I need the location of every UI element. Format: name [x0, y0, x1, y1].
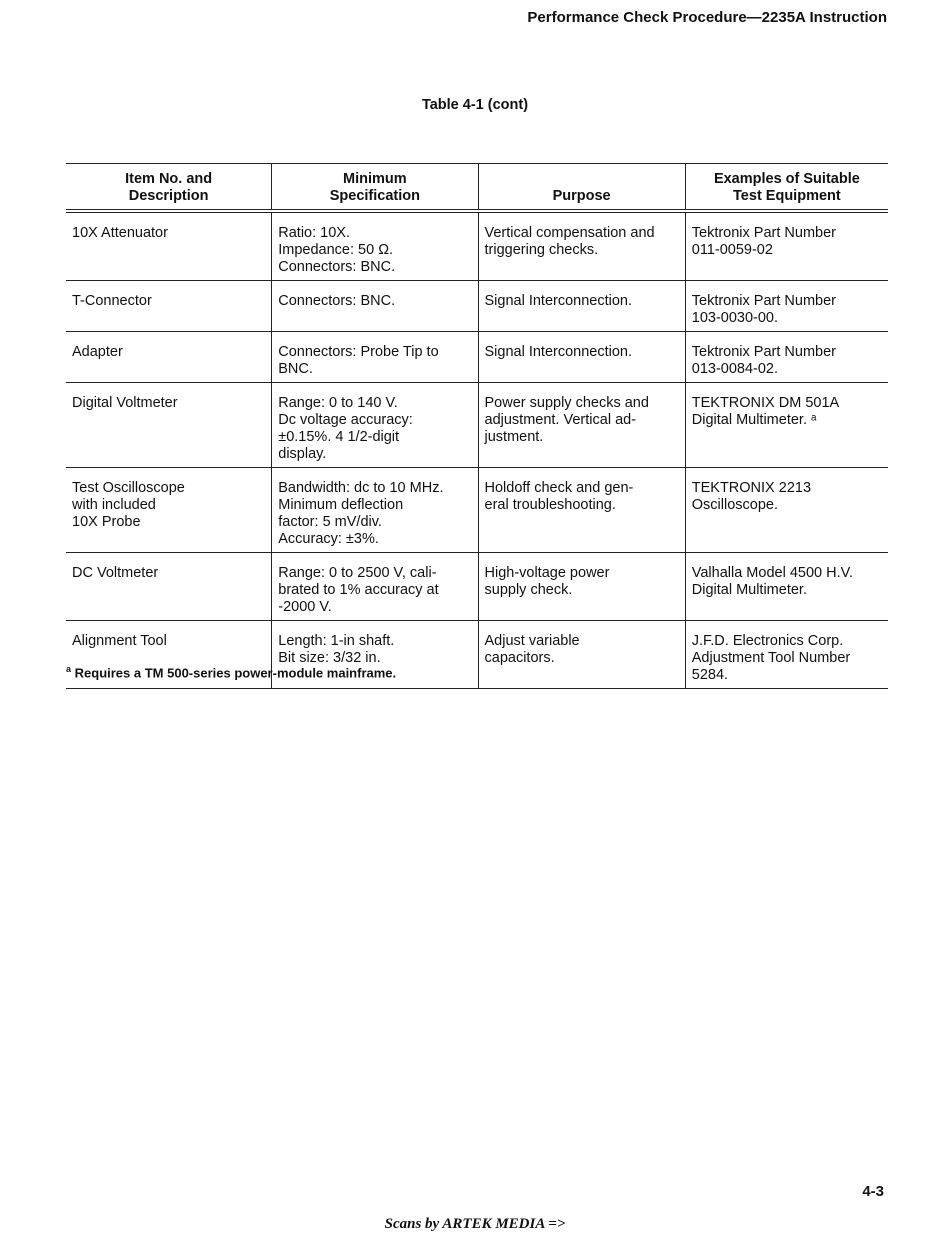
item-description-cell: [66, 383, 272, 468]
cell-line: Dc voltage accuracy:: [278, 412, 413, 428]
cell-line: Holdoff check and gen-: [484, 480, 634, 496]
cell-line: Tektronix Part Number: [691, 225, 836, 241]
cell-line: factor: 5 mV/div.: [278, 514, 382, 530]
cell-line: Adjust variable: [484, 633, 580, 649]
cell-line: 10X Attenuator: [72, 225, 168, 241]
cell-line: supply check.: [484, 582, 573, 598]
equipment-cell: [685, 332, 888, 383]
cell-line: High-voltage power: [484, 565, 610, 581]
cell-line: Power supply checks and: [484, 395, 649, 411]
cell-line: Tektronix Part Number: [691, 293, 836, 309]
header-line: Examples of Suitable: [713, 171, 860, 187]
cell-line: Impedance: 50 Ω.: [278, 242, 394, 258]
item-description-cell: [66, 281, 272, 332]
cell-line: BNC.: [278, 361, 313, 377]
cell-line: Connectors: Probe Tip to: [278, 344, 439, 360]
cell-line: Bit size: 3/32 in.: [278, 650, 381, 666]
cell-line: Minimum deflection: [278, 497, 404, 513]
column-header-item: [66, 164, 272, 212]
cell-line: Valhalla Model 4500 H.V.: [691, 565, 853, 581]
footnote-marker: a: [66, 664, 72, 674]
purpose-cell: [478, 281, 685, 332]
purpose-cell: [478, 332, 685, 383]
purpose-cell: [478, 468, 685, 553]
header-line: Minimum: [343, 171, 407, 187]
equipment-table: [66, 163, 888, 689]
item-description-cell: [66, 211, 272, 281]
cell-line: Range: 0 to 140 V.: [278, 395, 398, 411]
header-line: Description: [128, 188, 209, 204]
cell-line: Signal Interconnection.: [484, 344, 633, 360]
table-row: [66, 211, 888, 281]
cell-line: eral troubleshooting.: [484, 497, 616, 513]
column-header-specification: [272, 164, 478, 212]
cell-line: display.: [278, 446, 327, 462]
cell-line: capacitors.: [484, 650, 555, 666]
column-header-equipment: [685, 164, 888, 212]
cell-line: Digital Voltmeter: [72, 395, 178, 411]
item-description-cell: [66, 468, 272, 553]
cell-line: 011-0059-02: [691, 242, 773, 258]
page-number: 4-3: [862, 1183, 884, 1200]
cell-line: Accuracy: ±3%.: [278, 531, 379, 547]
purpose-cell: [478, 211, 685, 281]
specification-cell: [272, 383, 478, 468]
specification-cell: [272, 332, 478, 383]
equipment-cell: [685, 621, 888, 689]
cell-line: Digital Multimeter.: [691, 582, 807, 598]
cell-line: J.F.D. Electronics Corp.: [691, 633, 844, 649]
header-line: Purpose: [552, 188, 611, 204]
cell-line: 10X Probe: [72, 514, 141, 530]
equipment-cell: [685, 468, 888, 553]
equipment-cell: [685, 383, 888, 468]
cell-line: with included: [72, 497, 156, 513]
specification-cell: [272, 281, 478, 332]
item-description-cell: [66, 332, 272, 383]
column-header-purpose: [478, 164, 685, 212]
footnote: [66, 664, 396, 680]
cell-line: Ratio: 10X.: [278, 225, 350, 241]
table-row: [66, 468, 888, 553]
cell-line: T-Connector: [72, 293, 152, 309]
cell-line: DC Voltmeter: [72, 565, 159, 581]
cell-line: TEKTRONIX DM 501A: [691, 395, 840, 411]
table-row: [66, 281, 888, 332]
table-row: [66, 553, 888, 621]
specification-cell: [272, 211, 478, 281]
cell-line: Oscilloscope.: [691, 497, 778, 513]
cell-line: Signal Interconnection.: [484, 293, 633, 309]
running-header: Performance Check Procedure—2235A Instruction: [527, 9, 887, 26]
cell-line: Adapter: [72, 344, 123, 360]
cell-line: triggering checks.: [484, 242, 599, 258]
specification-cell: [272, 468, 478, 553]
specification-cell: [272, 553, 478, 621]
header-line: Item No. and: [125, 171, 213, 187]
cell-line: TEKTRONIX 2213: [691, 480, 812, 496]
cell-line: Range: 0 to 2500 V, cali-: [278, 565, 437, 581]
purpose-cell: [478, 553, 685, 621]
cell-line: 103-0030-00.: [691, 310, 779, 326]
cell-line: Length: 1-in shaft.: [278, 633, 395, 649]
equipment-cell: [685, 553, 888, 621]
purpose-cell: [478, 621, 685, 689]
cell-line: Alignment Tool: [72, 633, 167, 649]
cell-line: Test Oscilloscope: [72, 480, 185, 496]
item-description-cell: [66, 553, 272, 621]
table-row: [66, 332, 888, 383]
header-line: Specification: [329, 188, 420, 204]
header-line: Test Equipment: [733, 188, 841, 204]
cell-line: Digital Multimeter. ᵃ: [691, 412, 817, 428]
cell-line: Tektronix Part Number: [691, 344, 836, 360]
cell-line: Connectors: BNC.: [278, 259, 396, 275]
equipment-cell: [685, 281, 888, 332]
scan-credit: Scans by ARTEK MEDIA =>: [384, 1216, 566, 1232]
cell-line: ±0.15%. 4 1/2-digit: [278, 429, 400, 445]
cell-line: Vertical compensation and: [484, 225, 655, 241]
equipment-cell: [685, 211, 888, 281]
cell-line: 5284.: [691, 667, 729, 683]
cell-line: Adjustment Tool Number: [691, 650, 851, 666]
cell-line: 013-0084-02.: [691, 361, 779, 377]
cell-line: brated to 1% accuracy at: [278, 582, 439, 598]
purpose-cell: [478, 383, 685, 468]
cell-line: Connectors: BNC.: [278, 293, 396, 309]
table-header-row: [66, 164, 888, 212]
cell-line: justment.: [484, 429, 544, 445]
footnote-text: Requires a TM 500-series power-module mainframe.: [74, 665, 397, 681]
table-row: [66, 383, 888, 468]
cell-line: adjustment. Vertical ad-: [484, 412, 637, 428]
cell-line: Bandwidth: dc to 10 MHz.: [278, 480, 444, 496]
table-body: [66, 211, 888, 689]
cell-line: -2000 V.: [278, 599, 332, 615]
table-title: Table 4-1 (cont): [421, 97, 529, 113]
